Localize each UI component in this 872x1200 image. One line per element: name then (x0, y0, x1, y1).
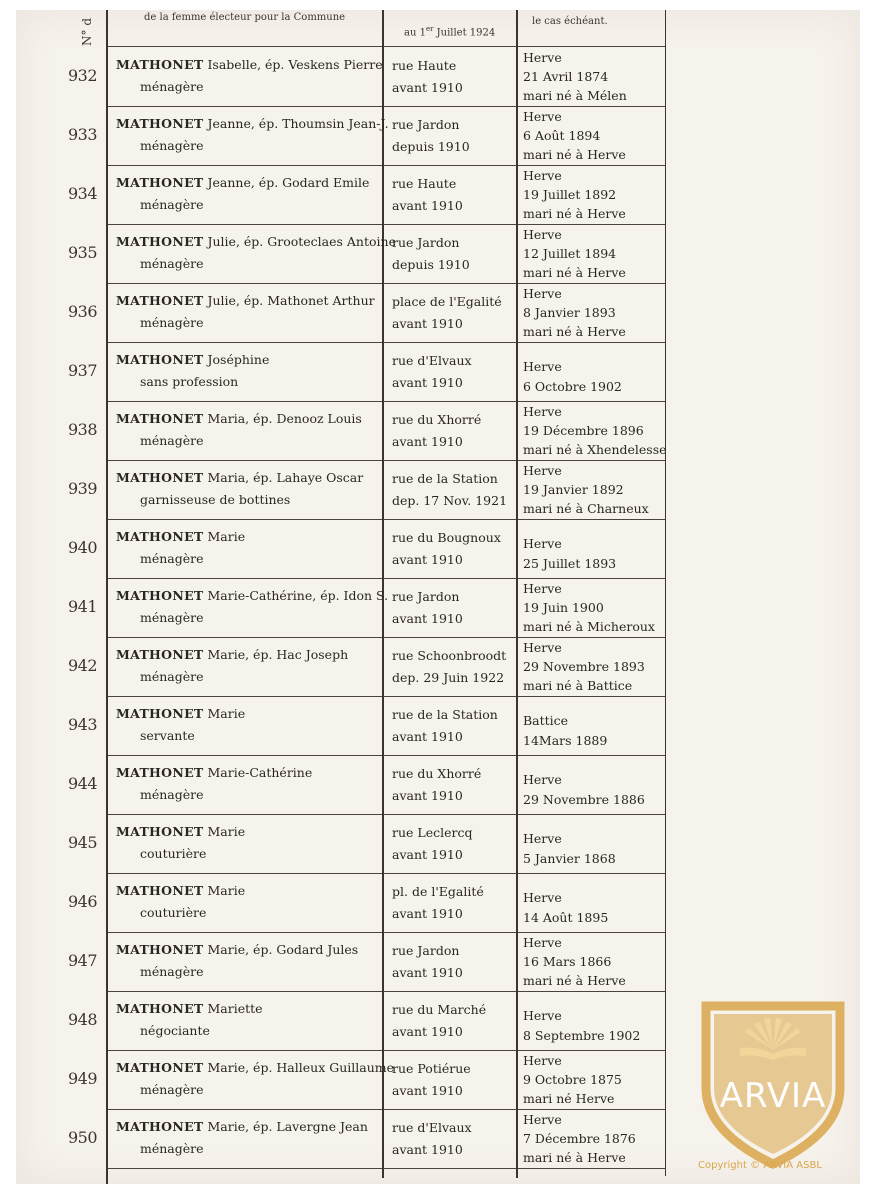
street: rue de la Station (392, 707, 498, 722)
elector-name (116, 1119, 368, 1134)
birth-info: Herve (523, 463, 562, 478)
occupation: ménagère (140, 1082, 204, 1097)
birth-info: Herve (523, 935, 562, 950)
occupation: ménagère (140, 79, 204, 94)
street: rue Haute (392, 58, 457, 73)
given-name: Jeanne, ép. Godard Emile (203, 175, 370, 190)
entry-number: 934 (68, 184, 98, 203)
street: rue Leclercq (392, 825, 473, 840)
entry-number: 946 (68, 892, 98, 911)
arvia-logo (698, 992, 848, 1172)
given-name: Marie, ép. Hac Joseph (203, 647, 349, 662)
surname: MATHONET (116, 824, 204, 839)
birth-info: Herve (523, 286, 562, 301)
residence-since: avant 1910 (392, 1024, 463, 1039)
occupation: ménagère (140, 138, 204, 153)
entry-number: 945 (68, 833, 98, 852)
birth-info: 14 Août 1895 (523, 910, 609, 925)
birth-info: mari né à Herve (523, 265, 626, 280)
entry-number: 933 (68, 125, 98, 144)
birth-info: Herve (523, 168, 562, 183)
birth-info: mari né à Herve (523, 147, 626, 162)
elector-name (116, 1001, 263, 1016)
surname: MATHONET (116, 1119, 204, 1134)
table-row (16, 756, 860, 815)
occupation: ménagère (140, 964, 204, 979)
surname: MATHONET (116, 411, 204, 426)
surname: MATHONET (116, 1060, 204, 1075)
given-name: Marie-Cathérine (203, 765, 313, 780)
header-rule (108, 46, 382, 47)
entry-number: 937 (68, 361, 98, 380)
elector-name (116, 588, 388, 603)
table-row (16, 520, 860, 579)
birth-info: 8 Janvier 1893 (523, 305, 616, 320)
birth-info: mari né à Herve (523, 206, 626, 221)
street: rue Jardon (392, 117, 460, 132)
table-row (16, 402, 860, 461)
birth-info: mari né à Battice (523, 678, 633, 693)
surname: MATHONET (116, 647, 204, 662)
given-name: Marie, ép. Halleux Guillaume (203, 1060, 395, 1075)
birth-info: 9 Octobre 1875 (523, 1072, 622, 1087)
birth-info: mari né à Herve (523, 324, 626, 339)
occupation: négociante (140, 1023, 210, 1038)
residence-since: avant 1910 (392, 316, 463, 331)
residence-since: avant 1910 (392, 729, 463, 744)
birth-info: 14Mars 1889 (523, 733, 608, 748)
header-rule (384, 46, 516, 47)
occupation: ménagère (140, 197, 204, 212)
given-name: Marie, ép. Lavergne Jean (203, 1119, 368, 1134)
street: rue Jardon (392, 235, 460, 250)
header-number-column: N° d (80, 18, 94, 46)
birth-info: Herve (523, 1008, 562, 1023)
occupation: ménagère (140, 433, 204, 448)
table-row (16, 461, 860, 520)
street: rue du Marché (392, 1002, 487, 1017)
street: place de l'Egalité (392, 294, 502, 309)
given-name: Marie, ép. Godard Jules (203, 942, 359, 957)
birth-info: 6 Octobre 1902 (523, 379, 622, 394)
header-rule (518, 46, 665, 47)
entry-number: 939 (68, 479, 98, 498)
entry-number: 932 (68, 66, 98, 85)
entry-number: 944 (68, 774, 98, 793)
header-name-column: de la femme électeur pour la Commune (144, 12, 346, 23)
birth-info: mari né à Mélen (523, 88, 627, 103)
occupation: ménagère (140, 610, 204, 625)
birth-info: 29 Novembre 1893 (523, 659, 645, 674)
occupation: couturière (140, 846, 207, 861)
birth-info: Herve (523, 1053, 562, 1068)
birth-info: mari né à Herve (523, 973, 626, 988)
occupation: ménagère (140, 256, 204, 271)
occupation: couturière (140, 905, 207, 920)
entry-number: 949 (68, 1069, 98, 1088)
table-row (16, 874, 860, 933)
elector-name (116, 57, 383, 72)
residence-since: avant 1910 (392, 434, 463, 449)
entry-number: 935 (68, 243, 98, 262)
residence-since: depuis 1910 (392, 257, 470, 272)
table-row (16, 48, 860, 107)
surname: MATHONET (116, 116, 204, 131)
residence-since: dep. 17 Nov. 1921 (392, 493, 508, 508)
copyright-notice: Copyright © ARVIA ASBL (698, 1160, 822, 1171)
birth-info: Herve (523, 536, 562, 551)
occupation: garnisseuse de bottines (140, 492, 291, 507)
residence-since: dep. 29 Juin 1922 (392, 670, 505, 685)
elector-name (116, 470, 363, 485)
birth-info: Herve (523, 50, 562, 65)
given-name: Marie (203, 883, 246, 898)
residence-since: avant 1910 (392, 1083, 463, 1098)
birth-info: Battice (523, 713, 569, 728)
residence-since: avant 1910 (392, 611, 463, 626)
surname: MATHONET (116, 942, 204, 957)
birth-info: Herve (523, 404, 562, 419)
entry-number: 943 (68, 715, 98, 734)
residence-since: avant 1910 (392, 847, 463, 862)
entry-number: 936 (68, 302, 98, 321)
given-name: Mariette (203, 1001, 263, 1016)
given-name: Isabelle, ép. Veskens Pierre (203, 57, 383, 72)
birth-info: Herve (523, 772, 562, 787)
table-row (16, 107, 860, 166)
elector-name (116, 116, 389, 131)
birth-info: 7 Décembre 1876 (523, 1131, 636, 1146)
given-name: Jeanne, ép. Thoumsin Jean-J. (203, 116, 389, 131)
elector-name (116, 647, 348, 662)
residence-since: avant 1910 (392, 198, 463, 213)
table-row (16, 697, 860, 756)
birth-info: mari né à Herve (523, 1150, 626, 1165)
birth-info: mari né à Charneux (523, 501, 649, 516)
surname: MATHONET (116, 529, 204, 544)
surname: MATHONET (116, 57, 204, 72)
street: rue du Xhorré (392, 412, 482, 427)
table-row (16, 284, 860, 343)
header-birth-column: le cas échéant. (532, 16, 608, 27)
given-name: Marie (203, 529, 246, 544)
entry-number: 942 (68, 656, 98, 675)
elector-name (116, 293, 375, 308)
residence-since: avant 1910 (392, 1142, 463, 1157)
row-rule (518, 1168, 665, 1169)
entry-number: 950 (68, 1128, 98, 1147)
residence-since: avant 1910 (392, 375, 463, 390)
street: rue d'Elvaux (392, 353, 472, 368)
surname: MATHONET (116, 706, 204, 721)
birth-info: 25 Juillet 1893 (523, 556, 617, 571)
occupation: servante (140, 728, 195, 743)
street: rue Haute (392, 176, 457, 191)
birth-info: Herve (523, 1112, 562, 1127)
street: rue Potiérue (392, 1061, 471, 1076)
elector-name (116, 352, 269, 367)
table-row (16, 933, 860, 992)
residence-since: avant 1910 (392, 965, 463, 980)
occupation: sans profession (140, 374, 239, 389)
elector-name (116, 411, 362, 426)
row-rule (384, 1168, 516, 1169)
birth-info: 19 Décembre 1896 (523, 423, 644, 438)
surname: MATHONET (116, 470, 204, 485)
elector-name (116, 234, 396, 249)
birth-info: Herve (523, 227, 562, 242)
occupation: ménagère (140, 1141, 204, 1156)
occupation: ménagère (140, 669, 204, 684)
table-row (16, 343, 860, 402)
street: rue Jardon (392, 589, 460, 604)
birth-info: 8 Septembre 1902 (523, 1028, 641, 1043)
header-date-column: au 1er Juillet 1924 (404, 25, 496, 39)
birth-info: 19 Juin 1900 (523, 600, 604, 615)
table-row (16, 166, 860, 225)
elector-name (116, 175, 369, 190)
entry-number: 938 (68, 420, 98, 439)
surname: MATHONET (116, 175, 204, 190)
elector-name (116, 765, 312, 780)
birth-info: 6 Août 1894 (523, 128, 601, 143)
entry-number: 940 (68, 538, 98, 557)
birth-info: Herve (523, 831, 562, 846)
given-name: Marie (203, 706, 246, 721)
entry-number: 947 (68, 951, 98, 970)
given-name: Julie, ép. Grooteclaes Antoine (203, 234, 396, 249)
residence-since: avant 1910 (392, 552, 463, 567)
street: rue d'Elvaux (392, 1120, 472, 1135)
birth-info: Herve (523, 581, 562, 596)
surname: MATHONET (116, 293, 204, 308)
street: rue du Xhorré (392, 766, 482, 781)
surname: MATHONET (116, 1001, 204, 1016)
street: rue Schoonbroodt (392, 648, 507, 663)
birth-info: mari né à Xhendelesse (523, 442, 667, 457)
surname: MATHONET (116, 588, 204, 603)
register-page (16, 10, 860, 1184)
birth-info: 19 Janvier 1892 (523, 482, 624, 497)
surname: MATHONET (116, 352, 204, 367)
residence-since: depuis 1910 (392, 139, 470, 154)
surname: MATHONET (116, 765, 204, 780)
table-row (16, 579, 860, 638)
birth-info: 21 Avril 1874 (523, 69, 609, 84)
residence-since: avant 1910 (392, 80, 463, 95)
elector-name (116, 1060, 394, 1075)
street: rue du Bougnoux (392, 530, 501, 545)
residence-since: avant 1910 (392, 906, 463, 921)
occupation: ménagère (140, 551, 204, 566)
given-name: Maria, ép. Lahaye Oscar (203, 470, 364, 485)
elector-name (116, 706, 245, 721)
elector-name (116, 824, 245, 839)
street: rue Jardon (392, 943, 460, 958)
given-name: Maria, ép. Denooz Louis (203, 411, 362, 426)
entry-number: 941 (68, 597, 98, 616)
elector-name (116, 883, 245, 898)
birth-info: mari né Herve (523, 1091, 615, 1106)
birth-info: Herve (523, 359, 562, 374)
elector-name (116, 942, 358, 957)
occupation: ménagère (140, 315, 204, 330)
street: rue de la Station (392, 471, 498, 486)
residence-since: avant 1910 (392, 788, 463, 803)
surname: MATHONET (116, 234, 204, 249)
table-row (16, 638, 860, 697)
birth-info: Herve (523, 109, 562, 124)
birth-info: Herve (523, 640, 562, 655)
given-name: Joséphine (203, 352, 270, 367)
logo-text: ARVIA (719, 1076, 827, 1116)
given-name: Julie, ép. Mathonet Arthur (203, 293, 375, 308)
street: pl. de l'Egalité (392, 884, 484, 899)
birth-info: mari né à Micheroux (523, 619, 655, 634)
given-name: Marie-Cathérine, ép. Idon S. (203, 588, 389, 603)
birth-info: 16 Mars 1866 (523, 954, 612, 969)
surname: MATHONET (116, 883, 204, 898)
table-row (16, 225, 860, 284)
birth-info: 5 Janvier 1868 (523, 851, 616, 866)
birth-info: 19 Juillet 1892 (523, 187, 617, 202)
birth-info: Herve (523, 890, 562, 905)
elector-name (116, 529, 245, 544)
birth-info: 29 Novembre 1886 (523, 792, 645, 807)
row-rule (108, 1168, 382, 1169)
entry-number: 948 (68, 1010, 98, 1029)
birth-info: 12 Juillet 1894 (523, 246, 617, 261)
table-row (16, 815, 860, 874)
occupation: ménagère (140, 787, 204, 802)
given-name: Marie (203, 824, 246, 839)
